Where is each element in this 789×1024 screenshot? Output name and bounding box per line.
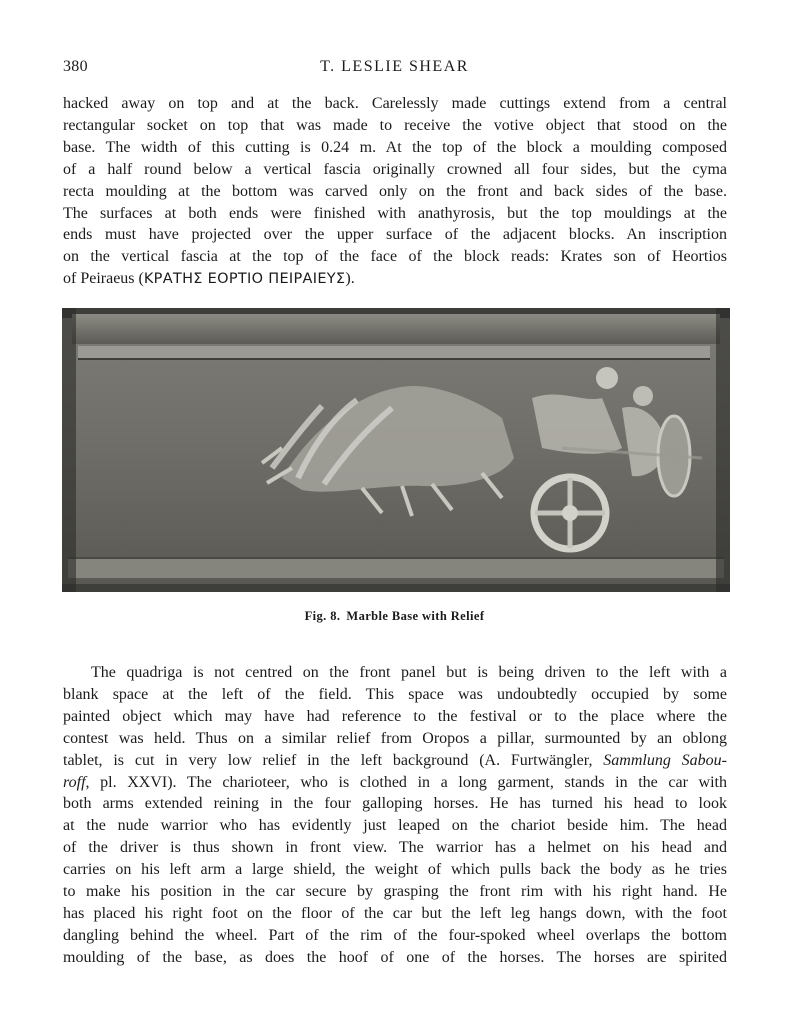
top-fascia	[72, 314, 720, 344]
text-line: hacked away on top and at the back. Carelessly made cuttings extend from a central	[63, 95, 727, 112]
text-line: both arms extended reining in the four galloping horses. He has turned his head to look	[63, 795, 727, 813]
relief-photograph	[62, 308, 730, 592]
text-line	[63, 268, 727, 291]
text-fragment: tablet, is cut in very low relief in the left background (A. Furtwängler,	[63, 751, 604, 769]
marble-base-relief-image	[62, 308, 730, 592]
text-line: carries on his left arm a large shield, the weight of which pulls back the body as he tries	[63, 861, 727, 879]
text-line: on the vertical fascia at the top of the face of the block reads: Krates son of Heortios	[63, 248, 727, 266]
text-line: of the driver is thus shown in front view. The warrior has a helmet on his head and	[63, 839, 727, 857]
text-line: recta moulding at the bottom was carved only on the front and back sides of the base.	[63, 182, 727, 200]
text-line: to make his position in the car secure by grasping the front rim with his right hand. He	[63, 883, 727, 901]
half-round-moulding	[78, 346, 710, 358]
page-number: 380	[63, 58, 88, 75]
citation-title: Sammlung Sabou-	[603, 751, 727, 769]
figure-caption-text: Marble Base with Relief	[346, 609, 485, 623]
text-line	[63, 772, 727, 794]
text-line: rectangular socket on top that was made to receive the votive object that stood on the	[63, 116, 727, 134]
text-line: has placed his right foot on the floor of the car but the left leg hangs down, with the foot	[63, 904, 727, 922]
citation-title-continued: roff	[63, 773, 86, 791]
text-line: dangling behind the wheel. Part of the rim of the four-spoked wheel overlaps the bottom	[63, 926, 727, 944]
text-line: of a half round below a vertical fascia originally crowned all four sides, but the cyma	[63, 160, 727, 178]
paragraph-1	[63, 93, 727, 291]
text-line: painted object which may have had reference to the festival or to the place where the	[63, 707, 727, 725]
warrior-helmet	[633, 386, 653, 406]
text-line: The surfaces at both ends were finished with anathyrosis, but the top mouldings at the	[63, 204, 727, 222]
running-head: T. LESLIE SHEAR	[320, 58, 469, 75]
text-line: at the nude warrior who has evidently just leaped on the chariot beside him. The head	[63, 817, 727, 835]
text-line: The quadriga is not centred on the front panel but is being driven to the left with a	[91, 664, 727, 681]
text-fragment: , pl. XXVI). The charioteer, who is clothed in a long garment, stands in the car with	[85, 773, 727, 791]
paragraph-2	[63, 662, 727, 969]
text-line: ends must have projected over the upper surface of the adjacent blocks. An inscription	[63, 226, 727, 244]
text-fragment: of Peiraeus (	[63, 270, 144, 288]
text-line: moulding of the base, as does the hoof of one of the horses. The horses are spirited	[63, 948, 727, 966]
text-line	[63, 750, 727, 772]
greek-inscription: ΚΡΑΤΗΣ ΕΟΡΤΙΟ ΠΕΙΡΑΙΕΥΣ	[143, 271, 346, 288]
bottom-moulding	[68, 558, 724, 578]
figure-caption	[0, 609, 789, 624]
text-line: blank space at the left of the field. This space was undoubtedly occupied by some	[63, 685, 727, 703]
text-line: base. The width of this cutting is 0.24 m. At the top of the block a moulding composed	[63, 138, 727, 156]
text-line: contest was held. Thus on a similar relief from Oropos a pillar, surmounted by an oblong	[63, 729, 727, 747]
charioteer-head	[596, 367, 618, 389]
figure-label: Fig. 8.	[304, 609, 341, 623]
text-fragment: ).	[345, 270, 355, 288]
